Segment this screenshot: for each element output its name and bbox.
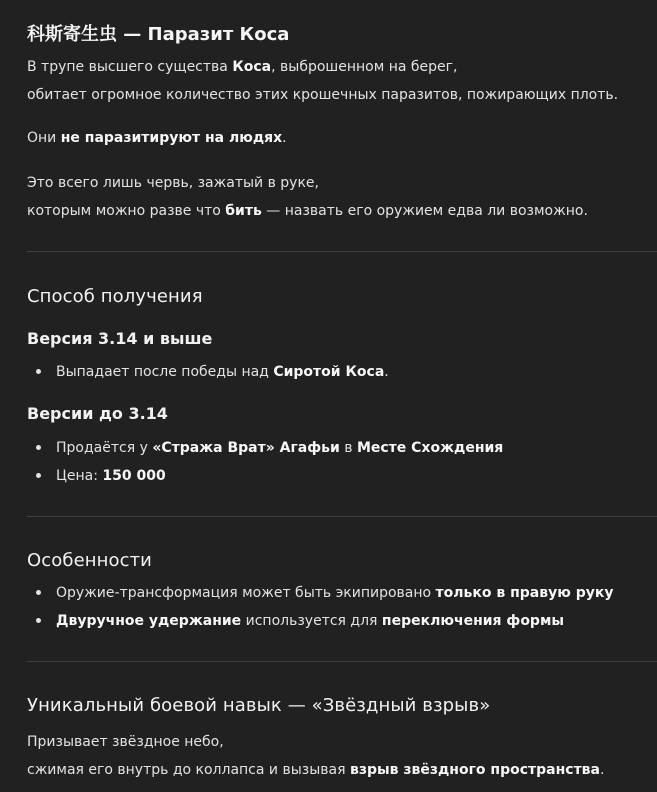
list-item-text: Выпадает после победы над: [56, 364, 274, 380]
bullet-dot: [36, 473, 41, 478]
bullet-dot: [36, 590, 41, 595]
list-item-bold: Сиротой Коса: [273, 364, 385, 380]
skill-bold: взрыв звёздного пространства: [349, 762, 600, 778]
intro-bold: не паразитируют на людях: [60, 130, 283, 146]
list-item-bold: Месте Схождения: [356, 440, 504, 456]
intro-bold-kos: Коса: [232, 59, 272, 75]
list-item: [36, 438, 503, 458]
list-item-bold: только в правую руку: [435, 585, 614, 601]
intro-text: — назвать его оружием едва ли возможно.: [261, 203, 588, 219]
list-item-text: Оружие-трансформация может быть экипировано: [56, 585, 436, 601]
subheading-v2: Версии до 3.14: [27, 404, 168, 423]
skill-text: сжимая его внутрь до коллапса и вызывая: [27, 762, 350, 778]
list-item: [36, 611, 564, 631]
list-item-bold: «Стража Врат» Агафьи: [152, 440, 340, 456]
list-item: [36, 583, 614, 603]
intro-line-2: обитает огромное количество этих крошечных паразитов, пожирающих плоть.: [27, 87, 619, 103]
title-rest: — Паразит Коса: [117, 24, 290, 45]
divider: [27, 661, 657, 662]
bullet-dot: [36, 445, 41, 450]
price-value: 150 000: [102, 468, 166, 484]
intro-text: , выброшенном на берег,: [271, 59, 458, 75]
skill-line-2: [27, 760, 604, 780]
divider: [27, 251, 657, 252]
intro-bold: бить: [225, 203, 262, 219]
section-heading-features: Особенности: [27, 550, 152, 571]
intro-text: .: [282, 130, 287, 146]
list-item-text: .: [384, 364, 389, 380]
intro-text: В трупе высшего существа: [27, 59, 233, 75]
intro-text: которым можно разве что: [27, 203, 226, 219]
subheading-v1: Версия 3.14 и выше: [27, 329, 213, 348]
list-item: [36, 466, 166, 486]
intro-paragraph-2: [27, 128, 287, 148]
list-item-bold: Двуручное удержание: [56, 613, 242, 629]
page-title: [27, 20, 289, 46]
intro-paragraph-3-line-1: Это всего лишь червь, зажатый в руке,: [27, 175, 319, 191]
list-item-text: в: [339, 440, 357, 456]
section-heading-acquisition: Способ получения: [27, 286, 203, 307]
list-item-text: Цена:: [56, 468, 103, 484]
skill-text: .: [600, 762, 605, 778]
section-heading-skill: Уникальный боевой навык — «Звёздный взрыв»: [27, 695, 491, 716]
divider: [27, 516, 657, 517]
list-item-text: используется для: [241, 613, 382, 629]
skill-line-1: Призывает звёздное небо,: [27, 734, 224, 750]
intro-text: Они: [27, 130, 61, 146]
list-item-text: Продаётся у: [56, 440, 153, 456]
bullet-dot: [36, 618, 41, 623]
intro-line-1: [27, 57, 457, 77]
title-cn: 科斯寄生虫: [27, 24, 117, 45]
list-item: [36, 362, 389, 382]
bullet-dot: [36, 369, 41, 374]
list-item-bold: переключения формы: [381, 613, 565, 629]
intro-paragraph-3-line-2: [27, 201, 588, 221]
